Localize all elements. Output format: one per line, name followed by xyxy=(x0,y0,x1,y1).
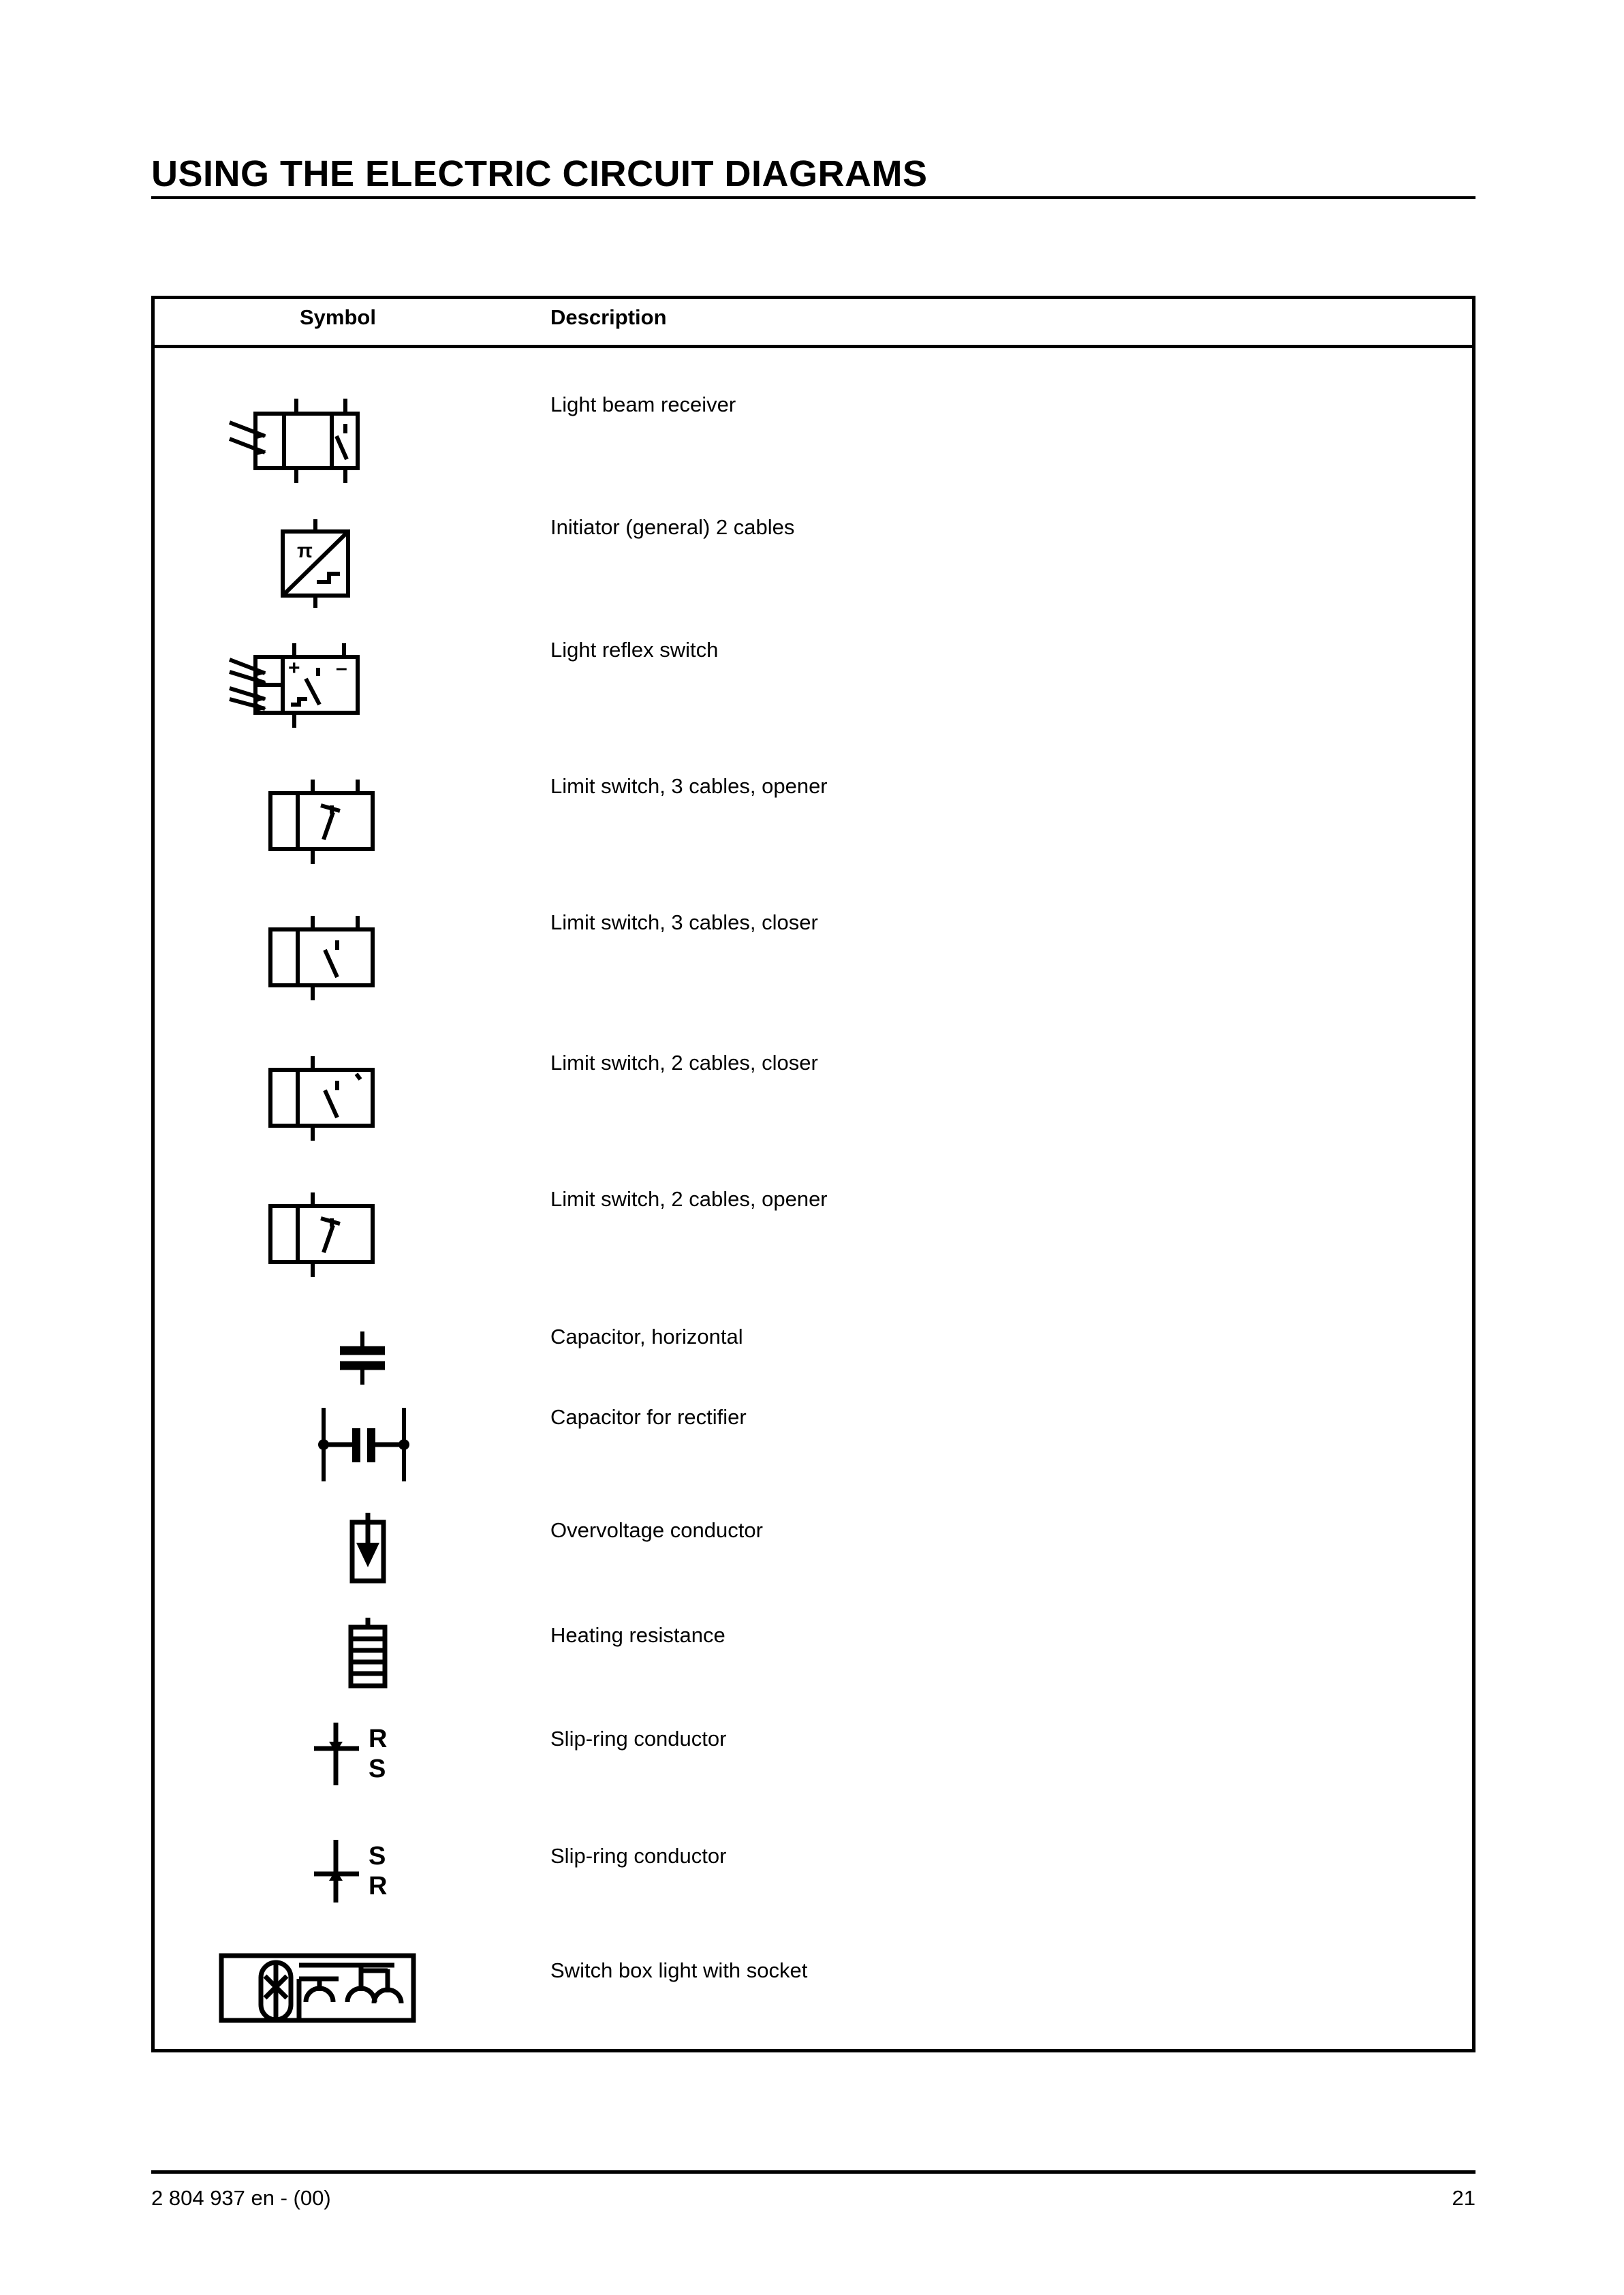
page-title: USING THE ELECTRIC CIRCUIT DIAGRAMS xyxy=(151,153,928,195)
header-divider xyxy=(151,196,1475,199)
slip-ring-sr-top-label: S xyxy=(369,1842,386,1870)
slip-ring-conductor-sr-symbol xyxy=(303,1834,412,1909)
footer-divider xyxy=(151,2170,1475,2174)
symbol-description: Switch box light with socket xyxy=(550,1958,808,1982)
symbol-description: Slip-ring conductor xyxy=(550,1844,727,1868)
slip-ring-conductor-rs-symbol xyxy=(303,1717,412,1792)
symbol-description: Capacitor for rectifier xyxy=(550,1405,747,1429)
symbol-description: Limit switch, 3 cables, closer xyxy=(550,910,818,934)
column-header-description: Description xyxy=(550,305,667,329)
overvoltage-conductor-symbol xyxy=(337,1511,399,1590)
capacitor-rectifier-symbol xyxy=(296,1404,433,1485)
symbol-description: Initiator (general) 2 cables xyxy=(550,515,795,539)
switch-box-light-socket-symbol xyxy=(212,1949,423,2027)
light-reflex-switch-symbol xyxy=(223,642,373,730)
heating-resistance-symbol xyxy=(339,1616,397,1695)
capacitor-horizontal-symbol xyxy=(325,1327,400,1389)
reflex-plus-label: + xyxy=(288,657,300,679)
slip-ring-rs-bottom-label: S xyxy=(369,1755,386,1783)
symbol-description: Light reflex switch xyxy=(550,638,719,662)
limit-switch-2-closer-symbol xyxy=(250,1055,379,1143)
light-beam-receiver-symbol xyxy=(223,397,373,485)
symbol-description: Slip-ring conductor xyxy=(550,1727,727,1751)
footer-page-number: 21 xyxy=(1452,2186,1475,2210)
slip-ring-rs-top-label: R xyxy=(369,1725,388,1753)
symbol-description: Heating resistance xyxy=(550,1623,725,1647)
symbol-description: Limit switch, 2 cables, opener xyxy=(550,1187,828,1211)
symbol-description: Limit switch, 3 cables, opener xyxy=(550,774,828,798)
limit-switch-2-opener-symbol xyxy=(250,1191,379,1280)
table-header-divider xyxy=(151,345,1475,348)
limit-switch-3-opener-symbol xyxy=(250,778,379,867)
symbol-description: Overvoltage conductor xyxy=(550,1518,763,1542)
column-header-symbol: Symbol xyxy=(300,305,376,329)
footer-reference: 2 804 937 en - (00) xyxy=(151,2186,331,2210)
limit-switch-3-closer-symbol xyxy=(250,914,379,1003)
reflex-minus-label: – xyxy=(336,657,347,679)
symbol-description: Capacitor, horizontal xyxy=(550,1325,743,1349)
symbol-description: Light beam receiver xyxy=(550,392,736,416)
initiator-general-symbol xyxy=(264,519,373,608)
symbol-description: Limit switch, 2 cables, closer xyxy=(550,1051,818,1075)
initiator-pi-label: π xyxy=(297,540,313,562)
slip-ring-sr-bottom-label: R xyxy=(369,1872,388,1900)
